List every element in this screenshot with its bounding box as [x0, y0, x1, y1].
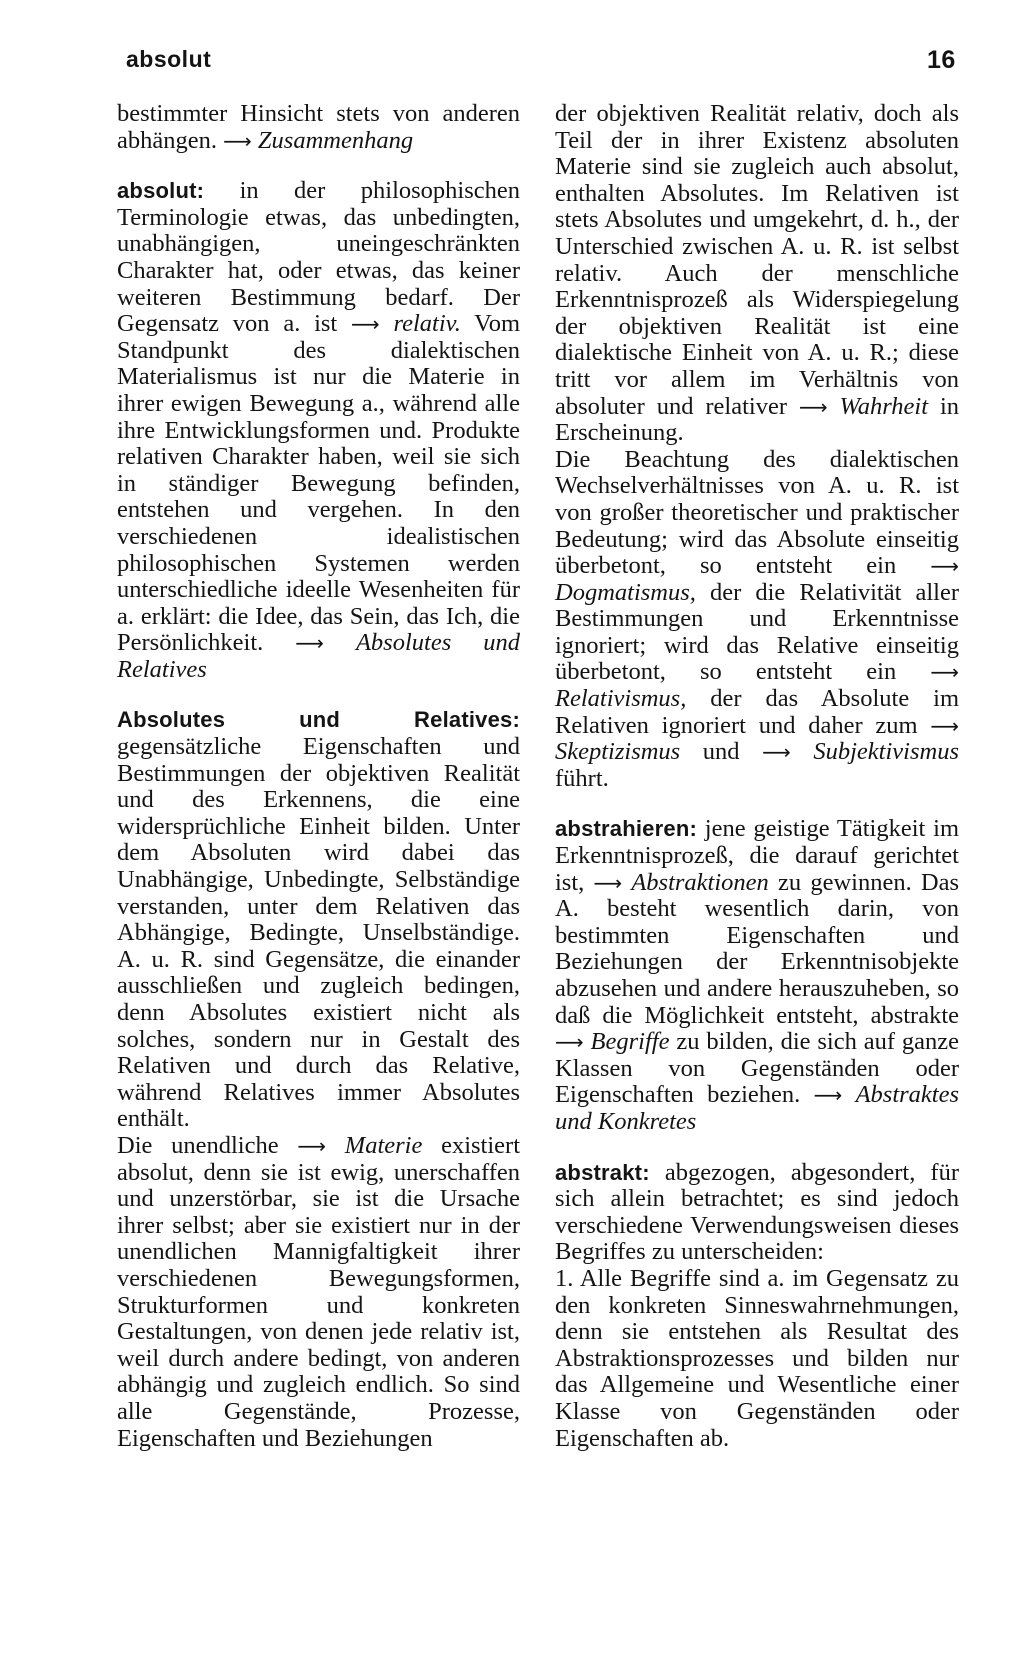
entry-term: abstrahieren: [555, 816, 697, 842]
running-head: absolut [126, 46, 212, 72]
entry-abstrakt: abstrakt: abgezogen, abgesondert, für sich allein betrachtet; es sind jedoch verschiedene Verwendungsweisen dieses Begriffes zu unterscheiden: [555, 1158, 959, 1266]
arrow-right-icon: ⟶ [593, 870, 623, 895]
arrow-right-icon: ⟶ [930, 554, 959, 579]
entry-paragraph: Die unendliche ⟶ Materie existiert absolut, denn sie ist ewig, unerschaffen und unzerstörbar, sie ist die Ursache ihrer selbst; aber sie existiert nur in der unendlichen Mannigfaltigkeit ihrer verschiedenen Bewegungsformen, Strukturformen und konkreten Gestaltungen, von denen jede relativ ist, weil durch andere bedingt, von anderen abhängig und zugleich endlich. So sind alle Gegenstände, Prozesse, Eigenschaften und Beziehungen [117, 1131, 521, 1452]
cross-reference: Absolutes und Relatives [117, 629, 520, 683]
entry-abstrahieren: abstrahieren: jene geistige Tätigkeit im Erkenntnisprozeß, die darauf gerichtet ist, ⟶ Abstraktionen zu gewinnen. Das A. besteht wesentlich darin, von bestimmten Eigenschaften und Beziehungen der Erkenntnisobjekte abzusehen und andere herauszuheben, so daß die Möglichkeit entsteht, abstrakte ⟶ Begriffe zu bilden, die sich auf ganze Klassen von Gegenständen oder Eigenschaften beziehen. ⟶ Abstraktes und Konkretes [555, 815, 959, 1135]
arrow-right-icon: ⟶ [351, 312, 380, 337]
arrow-right-icon: ⟶ [930, 660, 959, 685]
cross-reference: Zusammenhang [257, 126, 414, 154]
cross-reference: Subjektivismus [813, 738, 959, 766]
cross-reference: Abstraktes und Konkretes [555, 1081, 959, 1135]
arrow-right-icon: ⟶ [297, 1133, 327, 1158]
cross-reference: Dogmatismus, [555, 578, 696, 606]
entry-absolutes-und-relatives: Absolutes und Relatives: gegensätzliche Eigenschaften und Bestimmungen der objektiven Realität und des Erkennens, die eine widersprüchliche Einheit bilden. Unter dem Absoluten wird dabei das Unabhängige, Unbedingte, Selbständige verstanden, unter dem Relativen das Abhängige, Bedingte, Unselbständige. A. u. R. sind Gegensätze, die einander ausschließen und zugleich bedingen, denn Absolutes existiert nicht als solches, sondern nur in Gestalt des Relativen und durch das Relative, während Relatives immer Absolutes enthält. [117, 707, 520, 1133]
right-column [555, 101, 959, 1452]
cross-reference: Relativismus, [555, 685, 687, 713]
entry-paragraph: Die Beachtung des dialektischen Wechselverhältnisses von A. u. R. ist von großer theoretischer und praktischer Bedeutung; wird das Absolute einseitig überbetont, so entsteht ein ⟶ Dogmatismus, der die Relativität aller Bestimmungen und Erkenntnisse ignoriert; wird das Relative einseitig überbetont, so entsteht ein ⟶ Relativismus, der das Absolute im Relativen ignoriert und daher zum ⟶ Skeptizismus und ⟶ Subjektivismus führt. [555, 445, 959, 792]
arrow-right-icon: ⟶ [762, 740, 791, 765]
entry-absolut: absolut: in der philosophischen Terminologie etwas, das unbedingten, unabhängigen, uneingeschränkten Charakter hat, oder etwas, das keiner weiteren Bestimmung bedarf. Der Gegensatz von a. ist ⟶ relativ. Vom Standpunkt des dialektischen Materialismus ist nur die Materie in ihrer ewigen Bewegung a., während alle ihre Entwicklungsformen und. Produkte relativen Charakter haben, weil sie sich in ständiger Bewegung befinden, entstehen und vergehen. In den verschiedenen idealistischen philosophischen Systemen werden unterschiedliche ideelle Wesenheiten für a. erklärt: die Idee, das Sein, das Ich, die Persönlichkeit. ⟶ Absolutes und Relatives [117, 177, 520, 683]
arrow-right-icon: ⟶ [555, 1030, 584, 1055]
arrow-right-icon: ⟶ [295, 631, 324, 656]
left-column [117, 101, 520, 1452]
arrow-right-icon: ⟶ [223, 128, 252, 153]
entry-term: Absolutes und Relatives: [117, 707, 520, 733]
entry-continuation: bestimmter Hinsicht stets von anderen abhängen. ⟶ Zusammenhang [117, 100, 520, 154]
cross-reference: Abstraktionen [631, 868, 769, 896]
page-number: 16 [927, 46, 956, 74]
cross-reference: relativ. [393, 310, 461, 338]
entry-term: abstrakt: [555, 1159, 650, 1185]
cross-reference: Wahrheit [839, 392, 929, 420]
arrow-right-icon: ⟶ [813, 1083, 843, 1108]
entry-paragraph: 1. Alle Begriffe sind a. im Gegensatz zu den konkreten Sinneswahrnehmungen, denn sie entstehen als Resultat des Abstraktionsprozesses und bilden nur das Allgemeine und Wesentliche einer Klasse von Gegenständen oder Eigenschaften ab. [555, 1264, 959, 1452]
cross-reference: Materie [344, 1131, 423, 1159]
entry-term: absolut: [117, 178, 205, 204]
cross-reference: Skeptizismus [555, 738, 681, 766]
entry-paragraph: der objektiven Realität relativ, doch als Teil der in ihrer Existenz absoluten Materie sind sie zugleich auch absolut, enthalten Absolutes. Im Relativen ist stets Absolutes und umgekehrt, d. h., der Unterschied zwischen A. u. R. ist selbst relativ. Auch der menschliche Erkenntnisprozeß als Widerspiegelung der objektiven Realität ist eine dialektische Einheit von A. u. R.; diese tritt vor allem im Verhältnis von absoluter und relativer ⟶ Wahrheit in Erscheinung. [555, 100, 960, 447]
arrow-right-icon: ⟶ [798, 394, 828, 419]
cross-reference: Begriffe [590, 1028, 670, 1056]
arrow-right-icon: ⟶ [930, 713, 959, 738]
